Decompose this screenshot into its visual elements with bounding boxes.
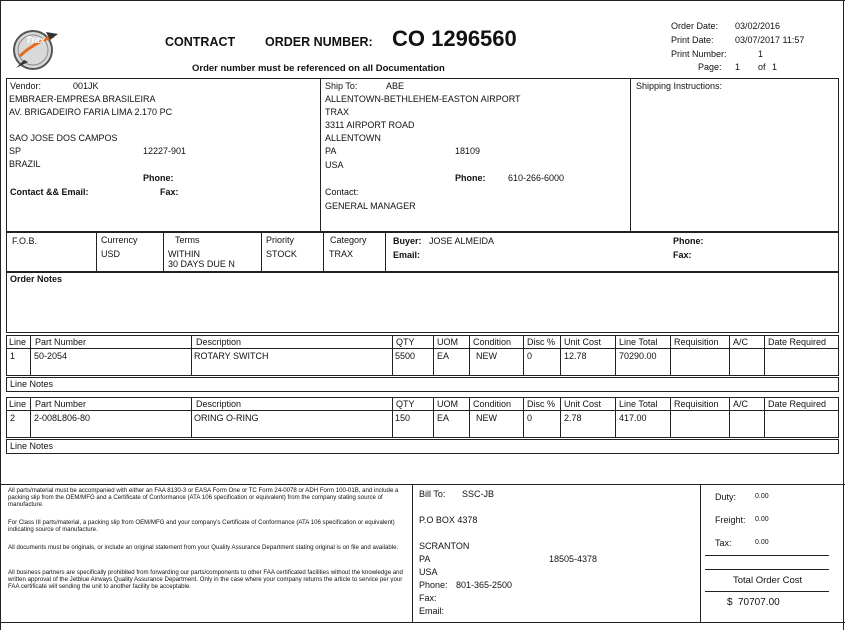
page-right-rule <box>843 0 844 630</box>
col-divider <box>433 397 434 438</box>
col-divider <box>615 397 616 438</box>
currency-value: USD <box>101 249 121 259</box>
col-divider <box>729 397 730 438</box>
col-divider <box>469 335 470 376</box>
line-1-description: ROTARY SWITCH <box>194 351 269 361</box>
col-header-uom: UOM <box>437 337 458 347</box>
category-value: TRAX <box>329 249 354 259</box>
ship-to-postal: 18109 <box>455 146 481 156</box>
line-2-uom: EA <box>437 413 450 423</box>
buyer-fax-label: Fax: <box>673 250 692 260</box>
page-label: Page: <box>698 62 722 72</box>
address-divider-2 <box>630 78 631 232</box>
print-number-label: Print Number: <box>671 49 727 59</box>
fob-label: F.O.B. <box>12 236 38 246</box>
line-2-condition: NEW <box>476 413 497 423</box>
col-header-requisition: Requisition <box>674 399 719 409</box>
col-header-disc: Disc % <box>527 399 556 409</box>
bill-to-email-label: Email: <box>419 606 445 616</box>
vendor-city: SAO JOSE DOS CAMPOS <box>9 133 118 143</box>
col-header-part-number: Part Number <box>35 337 87 347</box>
page-total: 1 <box>772 62 778 72</box>
col-header-date-required: Date Required <box>768 337 827 347</box>
ship-to-country: USA <box>325 160 344 170</box>
line-2-qty: 150 <box>395 413 411 423</box>
col-header-ac: A/C <box>733 337 749 347</box>
legal-paragraph-2: For Class III parts/material, a packing slip from OEM/MFG and your company's Certificate of Conformance (ATA 106 specification or equivalent) indicating source of manufacture. <box>8 519 395 534</box>
col-header-unit-cost: Unit Cost <box>564 399 602 409</box>
col-divider <box>764 397 765 438</box>
line-notes-box <box>6 439 839 454</box>
terms-divider-3 <box>261 232 262 272</box>
legal-paragraph-1: All parts/material must be accompanied with either an FAA 8130-3 or EASA Form One or TC Form 24-0078 or ADH Form 100-01B, and include a packing slip from the OEM/MFG and a Certificate of Conformance (ATA 106 specification or equivalent) from the company stating source of manufacture. <box>8 487 399 509</box>
ship-to-phone-label: Phone: <box>455 173 486 183</box>
vendor-state: SP <box>9 146 22 156</box>
col-divider <box>392 397 393 438</box>
line-2-description: ORING O-RING <box>194 413 259 423</box>
col-divider <box>560 335 561 376</box>
vendor-contact-label: Contact && Email: <box>10 187 89 197</box>
vendor-fax-label: Fax: <box>160 187 179 197</box>
col-header-ac: A/C <box>733 399 749 409</box>
ship-to-phone: 610-266-6000 <box>508 173 565 183</box>
vendor-phone-label: Phone: <box>143 173 174 183</box>
terms-divider-5 <box>385 232 386 272</box>
legal-paragraph-3: All documents must be originals, or include an original statement from your Quality Assurance Department stating original is on file and available. <box>8 544 399 551</box>
terms-divider-4 <box>323 232 324 272</box>
order-notes-box <box>6 272 839 333</box>
terms-label: Terms <box>175 235 200 245</box>
footer-bottom-rule <box>0 622 845 623</box>
col-header-disc: Disc % <box>527 337 556 347</box>
bill-to-country: USA <box>419 567 438 577</box>
line-item-header-rule <box>6 348 839 349</box>
vendor-name: EMBRAER-EMPRESA BRASILEIRA <box>9 94 156 104</box>
legal-paragraph-4: All business partners are specifically prohibited from forwarding our parts/components to other FAA certificated facilities without the knowledge and written approval of the Jetblue Airways Quality Assurance Department. Only in the case where your company returns the article to service per your FAA certificate will sending the unit to another facility be acceptable. <box>8 569 403 591</box>
line-item-header-rule <box>6 410 839 411</box>
order-number-label: ORDER NUMBER: <box>265 35 373 49</box>
col-header-line: Line <box>9 337 27 347</box>
freight-label: Freight: <box>715 515 746 525</box>
totals-rule-2 <box>705 569 829 570</box>
ship-to-address: 3311 AIRPORT ROAD <box>325 120 415 130</box>
print-date: 03/07/2017 11:57 <box>735 35 805 45</box>
duty-value: 0.00 <box>755 493 769 500</box>
order-date: 03/02/2016 <box>735 21 781 31</box>
line-1-uom: EA <box>437 351 450 361</box>
line-1-condition: NEW <box>476 351 497 361</box>
bill-to-label: Bill To: <box>419 489 446 499</box>
col-header-line-total: Line Total <box>619 399 658 409</box>
terms-value-1: WITHIN <box>168 249 200 259</box>
col-header-requisition: Requisition <box>674 337 719 347</box>
col-divider <box>30 397 31 438</box>
total-order-cost-label: Total Order Cost <box>733 575 803 586</box>
col-divider <box>30 335 31 376</box>
buyer-phone-label: Phone: <box>673 236 704 246</box>
priority-value: STOCK <box>266 249 297 259</box>
col-header-line-total: Line Total <box>619 337 658 347</box>
freight-value: 0.00 <box>755 516 769 523</box>
bill-to-postal: 18505-4378 <box>549 554 598 564</box>
bill-to-state: PA <box>419 554 431 564</box>
totals-rule-3 <box>705 591 829 592</box>
totals-rule-1 <box>705 555 829 556</box>
col-header-unit-cost: Unit Cost <box>564 337 602 347</box>
vendor-address: AV. BRIGADEIRO FARIA LIMA 2.170 PC <box>9 107 173 117</box>
bill-to-fax-label: Fax: <box>419 593 437 603</box>
terms-divider-2 <box>163 232 164 272</box>
ship-to-city: ALLENTOWN <box>325 133 381 143</box>
col-divider <box>670 335 671 376</box>
company-logo <box>10 26 62 72</box>
order-notes-label: Order Notes <box>10 274 63 284</box>
terms-divider-1 <box>96 232 97 272</box>
page-current: 1 <box>735 62 741 72</box>
col-header-line: Line <box>9 399 27 409</box>
line-notes-label: Line Notes <box>10 379 54 389</box>
col-divider <box>729 335 730 376</box>
ship-to-name: ALLENTOWN-BETHLEHEM-EASTON AIRPORT <box>325 94 521 104</box>
bill-to-code: SSC-JB <box>462 489 495 499</box>
print-date-label: Print Date: <box>671 35 714 45</box>
total-order-cost-value: 70707.00 <box>738 597 780 608</box>
bill-to-phone-label: Phone: <box>419 580 448 590</box>
shipping-instructions-label: Shipping Instructions: <box>636 81 723 91</box>
line-1-number: 1 <box>10 351 16 361</box>
order-number: CO 1296560 <box>392 26 517 51</box>
col-divider <box>764 335 765 376</box>
vendor-label: Vendor: <box>10 81 42 91</box>
bill-to-phone: 801-365-2500 <box>456 580 513 590</box>
col-divider <box>615 335 616 376</box>
page-top-rule <box>0 0 845 1</box>
ship-to-contact: GENERAL MANAGER <box>325 201 416 211</box>
ship-to-label: Ship To: <box>325 81 358 91</box>
buyer-label: Buyer: <box>393 236 422 246</box>
col-header-uom: UOM <box>437 399 458 409</box>
page-of: of <box>758 62 766 72</box>
footer-top-rule <box>0 484 845 485</box>
col-header-date-required: Date Required <box>768 399 827 409</box>
col-divider <box>670 397 671 438</box>
col-header-condition: Condition <box>473 399 512 409</box>
print-number: 1 <box>758 49 764 59</box>
priority-label: Priority <box>266 235 295 245</box>
logo-text: Trax <box>26 35 45 45</box>
buyer-value: JOSE ALMEIDA <box>429 236 495 246</box>
currency-label: Currency <box>101 235 138 245</box>
col-divider <box>469 397 470 438</box>
terms-value-2: 30 DAYS DUE N <box>168 259 235 269</box>
col-divider <box>433 335 434 376</box>
footer-divider-1 <box>412 484 413 622</box>
line-notes-label: Line Notes <box>10 441 54 451</box>
col-header-part-number: Part Number <box>35 399 87 409</box>
reference-note: Order number must be referenced on all Documentation <box>192 63 445 74</box>
total-currency-symbol: $ <box>727 597 733 608</box>
line-1-qty: 5500 <box>395 351 416 361</box>
vendor-postal: 12227-901 <box>143 146 187 156</box>
col-divider <box>392 335 393 376</box>
duty-label: Duty: <box>715 492 737 502</box>
tax-label: Tax: <box>715 538 732 548</box>
line-2-line-total: 417.00 <box>619 413 647 423</box>
ship-to-state: PA <box>325 146 337 156</box>
bill-to-address: P.O BOX 4378 <box>419 515 478 525</box>
line-1-line-total: 70290.00 <box>619 351 657 361</box>
ship-to-code: ABE <box>386 81 405 91</box>
line-notes-box <box>6 377 839 392</box>
line-2-disc: 0 <box>527 413 533 423</box>
vendor-code: 001JK <box>73 81 99 91</box>
contract-label: CONTRACT <box>165 35 236 49</box>
bill-to-city: SCRANTON <box>419 541 470 551</box>
col-header-description: Description <box>196 399 242 409</box>
line-2-number: 2 <box>10 413 16 423</box>
col-header-description: Description <box>196 337 242 347</box>
address-divider-1 <box>320 78 321 232</box>
line-2-unit-cost: 2.78 <box>564 413 582 423</box>
ship-to-line2: TRAX <box>325 107 350 117</box>
col-header-qty: QTY <box>396 337 415 347</box>
buyer-email-label: Email: <box>393 250 421 260</box>
col-divider <box>191 397 192 438</box>
line-1-disc: 0 <box>527 351 533 361</box>
footer-divider-2 <box>700 484 701 622</box>
col-divider <box>523 335 524 376</box>
page-left-rule <box>0 0 1 630</box>
tax-value: 0.00 <box>755 539 769 546</box>
vendor-country: BRAZIL <box>9 159 41 169</box>
col-divider <box>560 397 561 438</box>
col-divider <box>191 335 192 376</box>
line-1-unit-cost: 12.78 <box>564 351 587 361</box>
col-header-condition: Condition <box>473 337 512 347</box>
order-date-label: Order Date: <box>671 21 719 31</box>
category-label: Category <box>330 235 367 245</box>
col-divider <box>523 397 524 438</box>
line-1-part: 50-2054 <box>34 351 68 361</box>
ship-to-contact-label: Contact: <box>325 187 359 197</box>
line-2-part: 2-008L806-80 <box>34 413 91 423</box>
col-header-qty: QTY <box>396 399 415 409</box>
